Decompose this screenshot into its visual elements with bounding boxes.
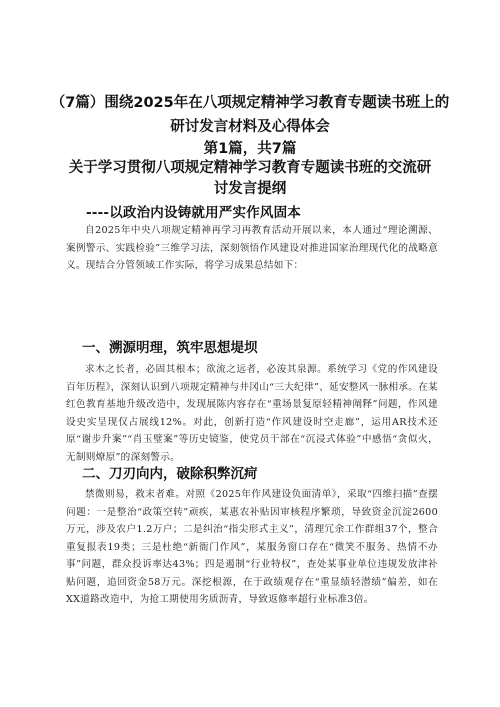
intro-paragraph: 自2025年中央八项规定精神再学习再教育活动开展以来，本人通过“理论溯源、案例警示、实践检验”三维学习法，深刻领悟作风建设对推进国家治理现代化的战略意义。现结合分管领域工作实际，将学习成果总结如下： xyxy=(66,225,438,271)
section-2-paragraph: 禁微则易，救末者难。对照《2025年作风建设负面清单》，采取“四维扫描”查摆问题：一是整治“政策空转”顽疾，某惠农补贴因审核程序繁琐，导致资金沉淀2600万元，涉及农户1.2万户；二是纠治“指尖形式主义”，清理冗余工作群组37个，整合重复报表19类；三是杜绝“新衙门作风”，某服务窗口存在“微笑不服务、热情不办事”问题，群众投诉率达43%；四是遏制“行业特权”，查处某事业单位违规发放津补贴问题，追回资金58万元。深挖根源，在于政绩观存在“重显绩轻潜绩”偏差，如在XX道路改造中，为抢工期使用劣质沥青，导致返修率超行业标准3倍。 xyxy=(66,489,438,605)
article-subtitle: ----以政治内设铸就用严实作风固本 xyxy=(86,205,302,221)
section-1-heading: 一、溯源明理，筑牢思想堤坝 xyxy=(82,340,258,356)
article-title-line-2: 讨发言提纲 xyxy=(213,181,287,197)
article-index: 第1篇，共7篇 xyxy=(203,141,297,157)
document-title-line-1: （7篇）围绕2025年在八项规定精神学习教育专题读书班上的 xyxy=(50,95,450,111)
section-2-heading: 二、刀刃向内，破除积弊沉疴 xyxy=(82,466,258,482)
article-title-line-1: 关于学习贯彻八项规定精神学习教育专题读书班的交流研 xyxy=(68,160,432,176)
section-1-paragraph: 求木之长者，必固其根本；欲流之远者，必浚其泉源。系统学习《党的作风建设百年历程》，深刻认识到八项规定精神与井冈山“三大纪律”、延安整风一脉相承。在某红色教育基地升级改造中，发现展陈内容存在“重场景复原轻精神阐释”问题，作风建设史实呈现仅占展线12%。对此，创新打造“作风建设时空走廊”，运用AR技术还原“谢步升案”“肖玉璧案”等历史镜鉴，使党员干部在“沉浸式体验”中感悟“贪似火，无制则燎原”的深刻警示。 xyxy=(66,364,438,463)
document-title-line-2: 研讨发言材料及心得体会 xyxy=(170,119,330,135)
